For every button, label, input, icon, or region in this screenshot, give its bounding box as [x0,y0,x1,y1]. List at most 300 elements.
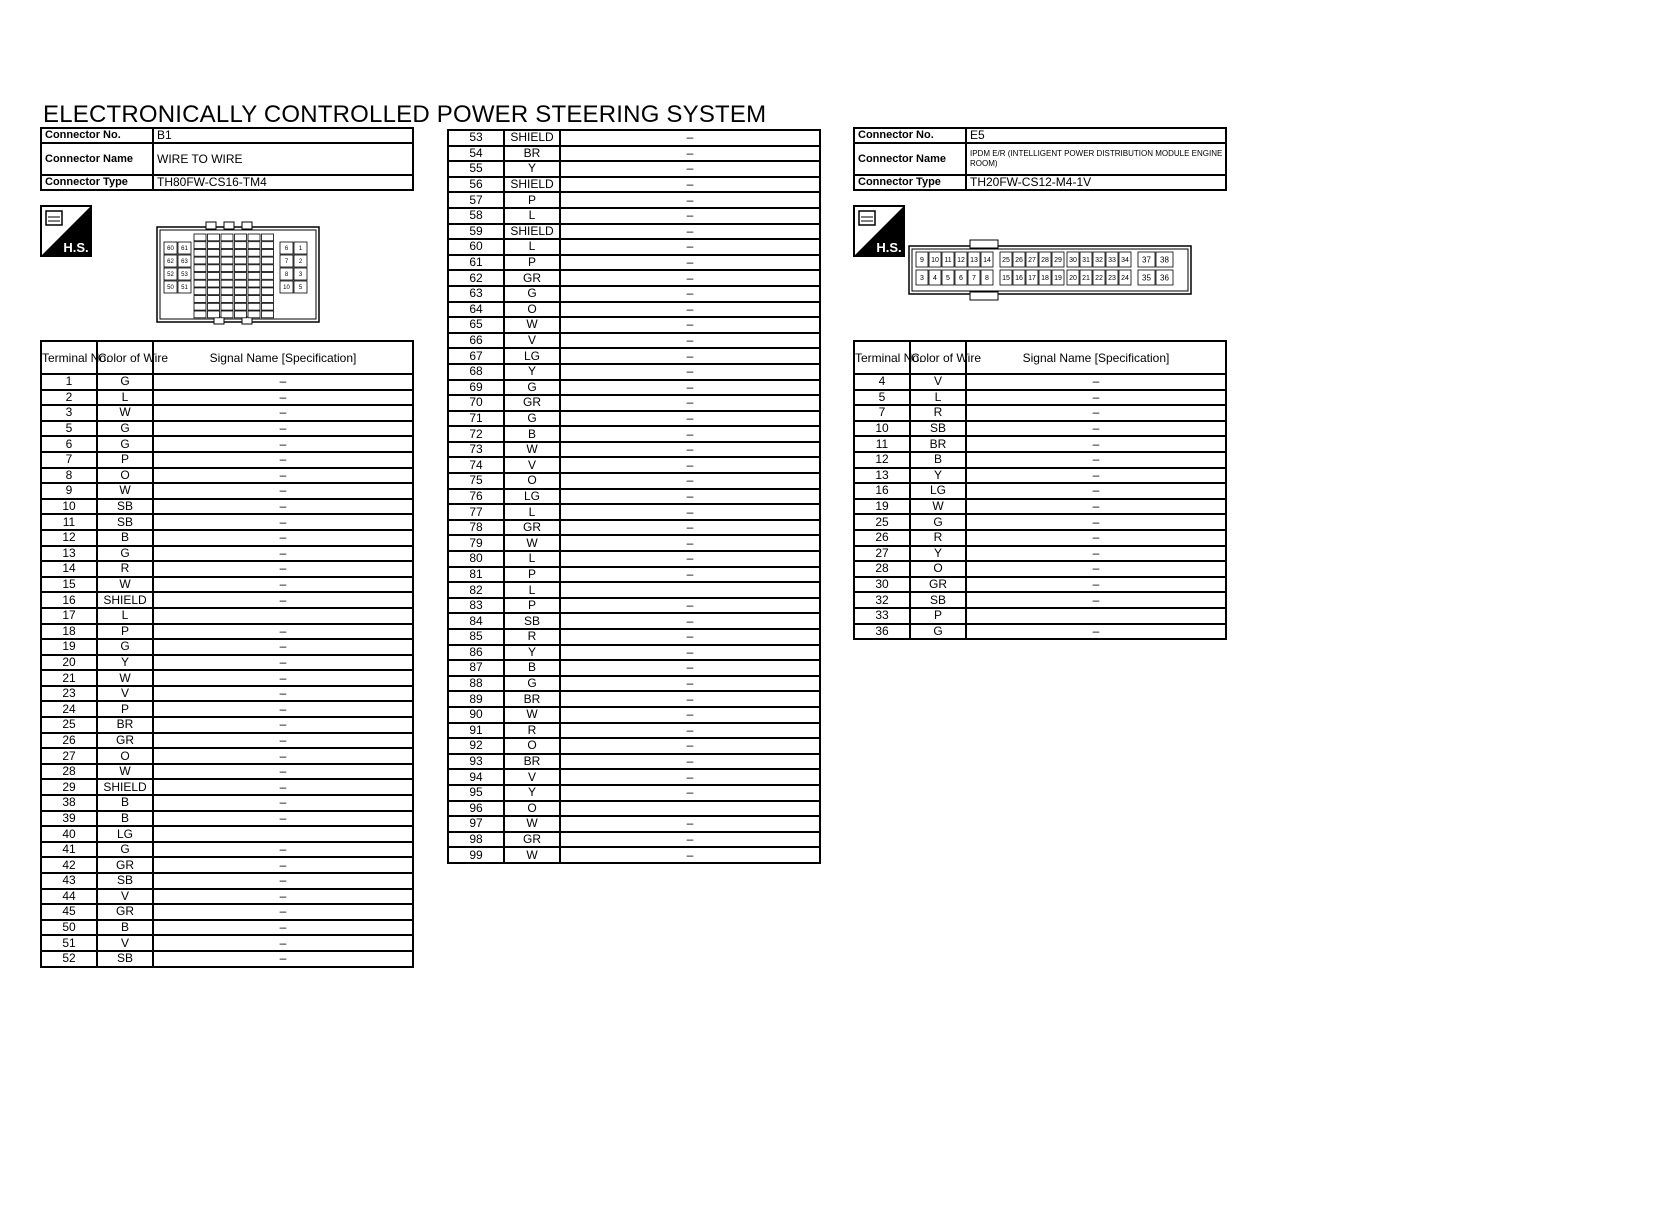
signal-name-cell: – [560,816,820,832]
connector-pin-label: 28 [1041,256,1049,264]
signal-name-cell: – [153,951,413,967]
signal-name-cell: – [153,779,413,795]
table-row [41,405,413,421]
signal-name-cell: – [560,660,820,676]
table-row [448,535,820,551]
signal-name-cell: – [966,546,1226,562]
connector-pin [221,311,233,318]
connector-pin [262,257,274,264]
wire-color-cell: O [504,738,560,754]
terminal-no-cell: 1 [41,374,97,390]
terminal-no-cell: 60 [448,239,504,255]
terminal-no-cell: 66 [448,333,504,349]
wire-color-cell: O [504,473,560,489]
connector-pin [221,296,233,303]
signal-name-cell: – [153,904,413,920]
table-row [41,670,413,686]
connector-pin-label: 8 [985,274,989,282]
table-row [448,676,820,692]
color-header: Color of Wire [97,341,153,374]
terminal-no-cell: 27 [854,546,910,562]
table-row [448,473,820,489]
signal-name-cell: – [560,255,820,271]
table-row [448,364,820,380]
wire-color-cell: SB [97,951,153,967]
terminal-no-cell: 59 [448,224,504,240]
terminal-no-cell: 63 [448,286,504,302]
terminal-no-cell: 4 [854,374,910,390]
wire-color-cell: O [910,561,966,577]
connector-pin-label: 11 [944,256,952,264]
terminal-no-cell: 97 [448,816,504,832]
connector-pin-label: 51 [181,285,188,292]
connector-pin-label: 13 [970,256,978,264]
terminal-no-cell: 94 [448,769,504,785]
terminal-no-cell: 75 [448,473,504,489]
connector-e5-info [853,127,1227,191]
wire-color-cell: SHIELD [504,224,560,240]
table-row [448,411,820,427]
connector-b1-info [40,127,414,191]
wire-color-cell: P [504,192,560,208]
wire-color-cell: G [97,639,153,655]
wire-color-cell: B [97,795,153,811]
signal-name-cell: – [966,468,1226,484]
terminal-no-cell: 88 [448,676,504,692]
connector-pin [262,249,274,256]
wire-color-cell: G [97,436,153,452]
signal-name-cell: – [560,832,820,848]
connector-pin [208,265,220,272]
table-row [41,421,413,437]
signal-name-cell: – [560,411,820,427]
table-row [448,489,820,505]
connector-pin-label: 53 [181,272,188,279]
table-row [854,546,1226,562]
signal-name-cell [966,608,1226,624]
table-row [448,317,820,333]
table-row [854,577,1226,593]
connector-pin-label: 25 [1002,256,1010,264]
connector-pin-label: 3 [920,274,924,282]
terminal-no-cell: 82 [448,582,504,598]
hs-label: H.S. [63,240,89,255]
terminal-no-cell: 76 [448,489,504,505]
wire-color-cell: P [97,701,153,717]
terminal-no-cell: 81 [448,567,504,583]
table-row [41,655,413,671]
connector-pin [208,257,220,264]
signal-name-cell: – [560,785,820,801]
wire-color-cell: LG [504,489,560,505]
terminal-no-cell: 32 [854,592,910,608]
wire-color-cell: W [97,670,153,686]
connector-pin [235,234,247,241]
wire-color-cell: Y [97,655,153,671]
table-row [854,624,1226,640]
wire-color-cell: Y [910,546,966,562]
terminal-no-cell: 84 [448,613,504,629]
connector-pin [248,234,260,241]
terminal-no-cell: 5 [854,390,910,406]
table-row [854,405,1226,421]
table-row [448,239,820,255]
connector-pin-label: 2 [298,259,303,266]
signal-name-cell: – [153,530,413,546]
terminal-no-cell: 69 [448,380,504,396]
signal-name-cell: – [560,520,820,536]
wire-color-cell: SB [504,613,560,629]
wire-color-cell: R [504,629,560,645]
wire-color-cell: SHIELD [97,592,153,608]
table-row [448,801,820,817]
terminal-no-cell: 10 [854,421,910,437]
signal-name-cell: – [153,468,413,484]
signal-name-cell: – [966,561,1226,577]
connector-pin [221,257,233,264]
connector-pin [262,265,274,272]
connector-pin-label: 24 [1121,274,1129,282]
connector-pin [235,249,247,256]
connector-pin-label: 5 [946,274,950,282]
connector-pin [235,265,247,272]
table-row [41,374,413,390]
connector-pin-label: 30 [1069,256,1077,264]
wire-color-cell: V [97,686,153,702]
connector-pin-label: 23 [1108,274,1116,282]
connector-pin-label: 12 [957,256,965,264]
table-row [41,889,413,905]
connector-pin [248,311,260,318]
hs-connector-icon [40,205,92,257]
table-row [854,483,1226,499]
terminal-no-cell: 95 [448,785,504,801]
table-row [41,904,413,920]
connector-pin-label: 20 [1069,274,1077,282]
wire-color-cell: W [97,764,153,780]
terminal-no-cell: 55 [448,161,504,177]
signal-name-cell: – [153,920,413,936]
signal-name-cell: – [153,935,413,951]
signal-name-cell: – [560,676,820,692]
terminal-no-cell: 9 [41,483,97,499]
terminal-no-cell: 91 [448,723,504,739]
connector-type-label: Connector Type [854,175,966,190]
wire-color-cell: P [504,598,560,614]
connector-pin [248,280,260,287]
terminal-no-cell: 8 [41,468,97,484]
connector-pin-label: 21 [1082,274,1090,282]
connector-pin [221,265,233,272]
connector-pin [194,280,206,287]
terminal-no-cell: 80 [448,551,504,567]
terminal-no-cell: 16 [41,592,97,608]
signal-name-cell: – [560,395,820,411]
wire-color-cell: W [504,442,560,458]
connector-pin-label: 16 [1015,274,1023,282]
table-row [448,723,820,739]
signal-name-cell: – [560,208,820,224]
b1-terminal-table [40,340,414,968]
connector-pin-label: 15 [1002,274,1010,282]
signal-name-cell: – [560,535,820,551]
table-row [854,514,1226,530]
wire-color-cell: SB [97,873,153,889]
wire-color-cell: GR [504,832,560,848]
wire-color-cell: O [97,748,153,764]
connector-pin [208,280,220,287]
connector-pin-label: 5 [298,285,303,292]
connector-pin-label: 63 [181,259,188,266]
connector-pin [235,280,247,287]
terminal-no-cell: 29 [41,779,97,795]
terminal-no-cell: 5 [41,421,97,437]
connector-pin-label: 6 [959,274,963,282]
table-row [448,380,820,396]
wire-color-cell: G [504,411,560,427]
wire-color-cell: L [97,390,153,406]
table-row [41,764,413,780]
signal-name-cell: – [560,302,820,318]
terminal-no-cell: 67 [448,348,504,364]
signal-name-cell: – [966,421,1226,437]
table-row [448,333,820,349]
wire-color-cell: R [97,561,153,577]
wire-color-cell: B [910,452,966,468]
table-row [448,426,820,442]
signal-name-cell: – [153,764,413,780]
connector-pin [194,311,206,318]
terminal-no-cell: 51 [41,935,97,951]
table-row [448,442,820,458]
signal-name-cell: – [153,436,413,452]
wire-color-cell: G [910,514,966,530]
connector-pin-label: 50 [167,285,174,292]
wire-color-cell: BR [504,754,560,770]
signal-name-cell: – [153,655,413,671]
table-row [448,302,820,318]
terminal-no-cell: 25 [854,514,910,530]
terminal-no-cell: 25 [41,717,97,733]
terminal-no-cell: 73 [448,442,504,458]
wire-color-cell: W [504,535,560,551]
table-row [854,561,1226,577]
table-row [448,598,820,614]
table-row [448,161,820,177]
table-row [448,816,820,832]
connector-pin-label: 32 [1095,256,1103,264]
signal-name-cell: – [966,499,1226,515]
table-row [41,546,413,562]
connector-pin [248,265,260,272]
table-row [448,270,820,286]
wire-color-cell: GR [504,520,560,536]
signal-name-cell: – [560,847,820,863]
signal-name-cell: – [560,489,820,505]
terminal-no-cell: 57 [448,192,504,208]
wire-color-cell: Y [504,785,560,801]
terminal-no-cell: 7 [41,452,97,468]
signal-name-cell: – [966,624,1226,640]
wire-color-cell: B [504,660,560,676]
connector-pin [248,273,260,280]
table-row [41,920,413,936]
wire-color-cell: G [97,374,153,390]
hs-label: H.S. [876,240,902,255]
wire-color-cell: V [504,333,560,349]
connector-pin [262,280,274,287]
signal-name-cell: – [153,624,413,640]
signal-name-cell: – [153,421,413,437]
terminal-no-cell: 70 [448,395,504,411]
connector-pin-label: 6 [284,246,289,253]
signal-name-cell: – [153,514,413,530]
terminal-no-cell: 89 [448,691,504,707]
wire-color-cell: BR [910,436,966,452]
connector-pin-label: 10 [931,256,939,264]
wire-color-cell: SHIELD [504,130,560,146]
table-row [41,390,413,406]
wire-color-cell: B [97,530,153,546]
signal-name-cell: – [560,754,820,770]
wire-color-cell: B [504,426,560,442]
signal-name-cell: – [560,364,820,380]
connector-pin [235,242,247,249]
table-row [854,436,1226,452]
terminal-no-cell: 96 [448,801,504,817]
signal-name-cell: – [560,426,820,442]
table-row [41,499,413,515]
wire-color-cell: GR [504,270,560,286]
terminal-no-cell: 12 [41,530,97,546]
table-row [448,691,820,707]
connector-pin-label: 27 [1028,256,1036,264]
terminal-no-cell: 41 [41,842,97,858]
connector-pin [235,303,247,310]
table-row [41,748,413,764]
table-row [448,130,820,146]
terminal-no-cell: 43 [41,873,97,889]
signal-name-cell: – [153,577,413,593]
terminal-no-cell: 99 [448,847,504,863]
terminal-no-cell: 72 [448,426,504,442]
terminal-no-cell: 11 [854,436,910,452]
table-row [448,629,820,645]
wire-color-cell: G [504,676,560,692]
connector-pin [221,234,233,241]
connector-pin [248,303,260,310]
terminal-no-cell: 16 [854,483,910,499]
wire-color-cell: W [504,847,560,863]
table-row [41,561,413,577]
terminal-no-cell: 39 [41,811,97,827]
wire-color-cell: W [504,317,560,333]
signal-name-cell: – [153,748,413,764]
table-row [854,374,1226,390]
terminal-no-cell: 26 [41,733,97,749]
terminal-no-cell: 92 [448,738,504,754]
signal-name-cell: – [153,733,413,749]
wire-color-cell: P [504,567,560,583]
b1-terminal-table-continued [447,129,821,864]
terminal-no-cell: 85 [448,629,504,645]
table-row [41,686,413,702]
connector-pin [235,296,247,303]
signal-name-cell: – [153,873,413,889]
connector-pin [262,303,274,310]
color-header: Color of Wire [910,341,966,374]
signal-name-cell: – [153,405,413,421]
table-row [448,520,820,536]
wire-color-cell: R [910,530,966,546]
connector-pin [194,242,206,249]
table-row [854,390,1226,406]
connector-no-value: E5 [966,128,1226,143]
signal-name-cell: – [560,457,820,473]
wire-color-cell: W [97,577,153,593]
connector-pin [221,249,233,256]
table-row [448,832,820,848]
connector-pin [208,303,220,310]
table-row [41,468,413,484]
signal-name-cell: – [560,551,820,567]
wire-color-cell: Y [504,364,560,380]
connector-pin-label: 37 [1142,255,1151,265]
connector-pin-label: 8 [284,272,289,279]
terminal-no-cell: 13 [854,468,910,484]
wire-color-cell: L [504,239,560,255]
wire-color-cell: GR [504,395,560,411]
terminal-no-cell: 65 [448,317,504,333]
wire-color-cell: Y [910,468,966,484]
connector-pin-label: 33 [1108,256,1116,264]
signal-name-cell: – [560,723,820,739]
connector-pin-label: 18 [1041,274,1049,282]
wire-color-cell: W [910,499,966,515]
wire-color-cell: L [504,504,560,520]
connector-pin [208,288,220,295]
signal-name-cell: – [966,374,1226,390]
terminal-no-cell: 18 [41,624,97,640]
signal-name-cell: – [153,701,413,717]
table-row [41,717,413,733]
connector-pin [235,288,247,295]
wire-color-cell: B [97,811,153,827]
e5-terminal-table [853,340,1227,640]
terminal-no-cell: 17 [41,608,97,624]
connector-pin [221,280,233,287]
table-row [448,286,820,302]
terminal-no-cell: 27 [41,748,97,764]
connector-name-value: WIRE TO WIRE [153,143,413,175]
terminal-no-cell: 40 [41,826,97,842]
wire-color-cell: L [504,551,560,567]
table-row [448,582,820,598]
connector-pin [208,242,220,249]
connector-pin-label: 60 [167,246,174,253]
wire-color-cell: BR [97,717,153,733]
connector-pin [208,311,220,318]
wire-color-cell: GR [97,857,153,873]
connector-pin [248,288,260,295]
signal-name-cell: – [560,239,820,255]
connector-pin [208,234,220,241]
wire-color-cell: G [504,286,560,302]
connector-pin-label: 22 [1095,274,1103,282]
signal-name-cell: – [560,645,820,661]
connector-pin [248,242,260,249]
wire-color-cell: SHIELD [504,177,560,193]
